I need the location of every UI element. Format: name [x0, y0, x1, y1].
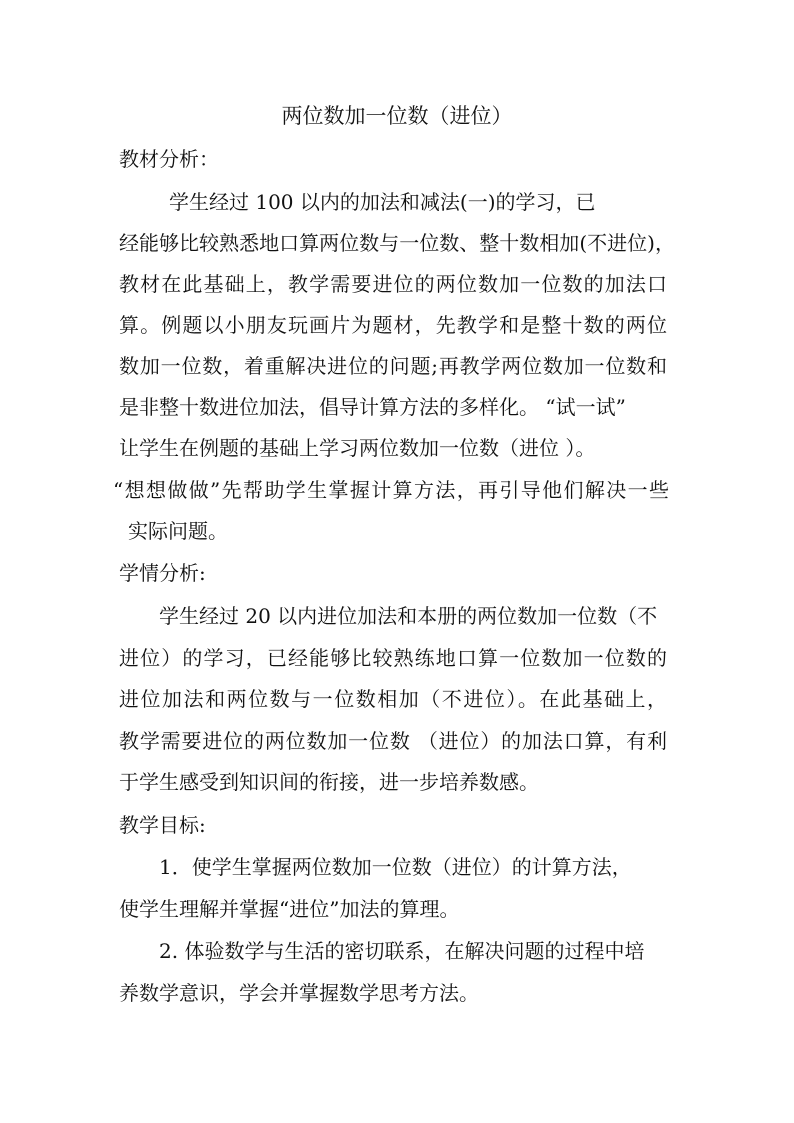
paragraph-line: 是非整十数进位加法，倡导计算方法的多样化。 “试一试” [119, 395, 626, 419]
paragraph-line: 算。例题以小朋友玩画片为题材，先教学和是整十数的两位 [119, 313, 667, 337]
paragraph-line: 数加一位数，着重解决进位的问题;再教学两位数加一位数和 [119, 354, 667, 378]
paragraph-line: 教学需要进位的两位数加一位数 （进位）的加法口算，有利 [119, 729, 667, 753]
paragraph-line: 于学生感受到知识间的衔接，进一步培养数感。 [119, 770, 539, 794]
section-heading: 学情分析: [119, 561, 206, 585]
paragraph-line: 经能够比较熟悉地口算两位数与一位数、整十数相加(不进位)， [119, 231, 675, 255]
paragraph-line: 1．使学生掌握两位数加一位数（进位）的计算方法， [159, 855, 632, 879]
paragraph-line: 教材在此基础上，教学需要进位的两位数加一位数的加法口 [119, 272, 667, 296]
section-heading: 教学目标: [119, 813, 206, 837]
paragraph-line: 养数学意识，学会并掌握数学思考方法。 [119, 981, 479, 1005]
paragraph-line: 学生经过 100 以内的加法和减法(一)的学习，已 [169, 190, 596, 214]
document-title: 两位数加一位数（进位） [281, 104, 513, 128]
paragraph-line: “想想做做”先帮助学生掌握计算方法，再引导他们解决一些 [113, 478, 669, 502]
paragraph-line: 让学生在例题的基础上学习两位数加一位数（进位 ）。 [119, 436, 596, 460]
paragraph-line: 进位）的学习，已经能够比较熟练地口算一位数加一位数的 [119, 646, 667, 670]
paragraph-line: 2. 体验数学与生活的密切联系，在解决问题的过程中培 [159, 939, 645, 963]
paragraph-line: 学生经过 20 以内进位加法和本册的两位数加一位数（不 [159, 604, 658, 628]
paragraph-line: 使学生理解并掌握“进位”加法的算理。 [119, 897, 460, 921]
section-heading: 教材分析： [119, 147, 219, 171]
paragraph-line: 实际问题。 [128, 519, 228, 543]
paragraph-line: 进位加法和两位数与一位数相加（不进位）。在此基础上， [119, 687, 667, 711]
